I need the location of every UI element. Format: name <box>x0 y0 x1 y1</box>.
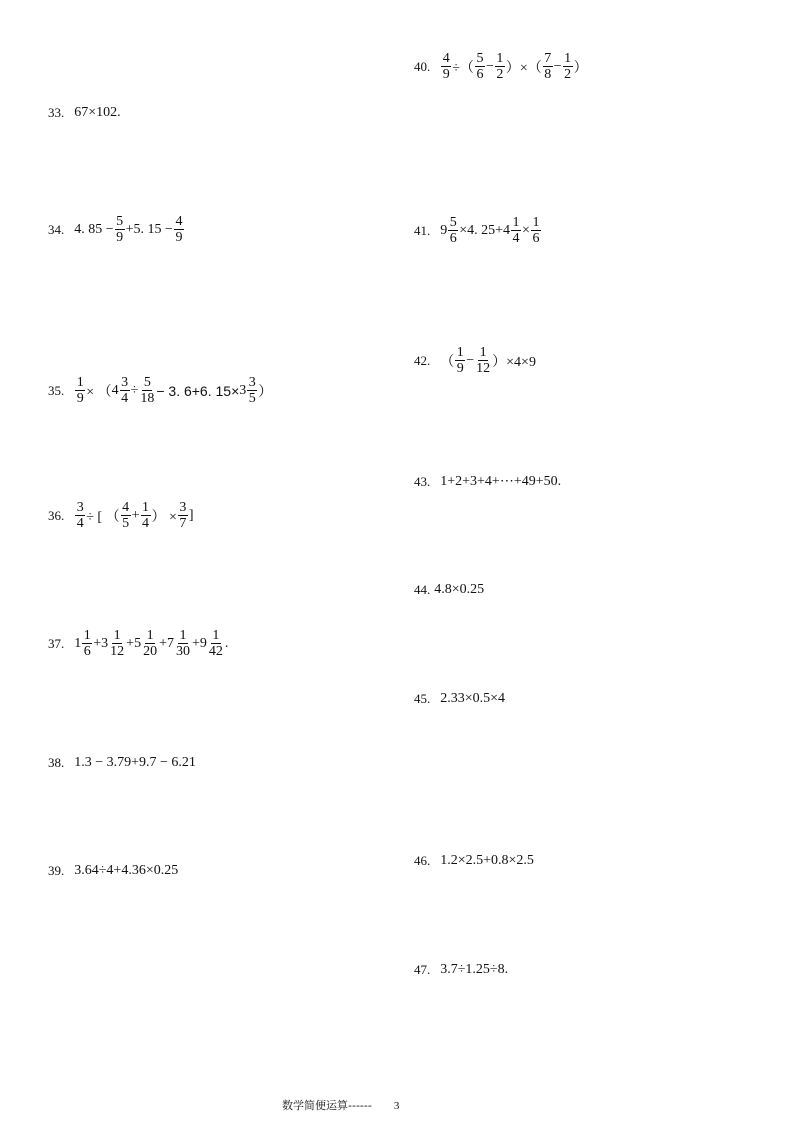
fraction: $\frac{3}{4}$ <box>76 500 84 531</box>
fraction: $\frac{5}{6}$ <box>476 51 484 82</box>
mixed-number: 9 $\frac{5}{6}$ <box>440 215 457 246</box>
problem-number: 39. <box>48 863 65 878</box>
expression: 3.64÷4+4.36×0.25 <box>74 863 179 878</box>
expression: $\frac{1}{9}$ × （ 4 $\frac{3}{4}$ ÷ $\frac{5}{18}$ − 3. 6+6. 15× 3 $\frac{3}{5}$ ） <box>76 375 273 406</box>
expression: 9 $\frac{5}{6}$ ×4. 25+ 4 $\frac{1}{4}$ × $\frac{1}{6}$ <box>440 215 540 246</box>
fraction: $\frac{1}{2}$ <box>564 51 572 82</box>
problem-41 <box>414 215 542 246</box>
problem-number: 34. <box>48 221 65 237</box>
problem-47 <box>414 962 508 978</box>
fraction: $\frac{1}{6}$ <box>532 215 540 246</box>
problem-34 <box>48 214 185 245</box>
fraction: $\frac{4}{9}$ <box>442 51 450 82</box>
mixed-number: 7 $\frac{1}{30}$ <box>166 628 190 659</box>
mixed-number: 1 $\frac{1}{6}$ <box>74 628 91 659</box>
expression: 1+2+3+4+⋯+49+50. <box>440 474 562 489</box>
expression: 4.8×0.25 <box>434 582 485 597</box>
problem-46 <box>414 853 534 869</box>
mixed-number: 5 $\frac{1}{20}$ <box>134 628 158 659</box>
problem-38 <box>48 755 196 771</box>
page-footer <box>282 1097 399 1113</box>
fraction: $\frac{1}{4}$ <box>142 500 150 531</box>
problem-number: 38. <box>48 755 65 770</box>
fraction: $\frac{1}{12}$ <box>476 345 491 376</box>
expression: $\frac{3}{4}$ ÷ [ （ $\frac{4}{5}$ + $\frac{1}{4}$ ） × $\frac{3}{7}$ ] <box>76 500 194 531</box>
page-number: 3 <box>393 1100 400 1112</box>
expression: 2.33×0.5×4 <box>440 691 506 706</box>
fraction: $\frac{5}{9}$ <box>116 214 124 245</box>
fraction: $\frac{4}{5}$ <box>122 500 130 531</box>
fraction: $\frac{1}{9}$ <box>456 345 464 376</box>
fraction: $\frac{3}{7}$ <box>179 500 187 531</box>
expression: $\frac{4}{9}$ ÷（ $\frac{5}{6}$ − $\frac{1}{2}$ ）×（ $\frac{7}{8}$ − $\frac{1}{2}$ ） <box>442 51 588 82</box>
fraction: $\frac{5}{18}$ <box>140 375 155 406</box>
problem-number: 46. <box>414 853 431 868</box>
mixed-number: 3 $\frac{1}{12}$ <box>101 628 125 659</box>
mixed-number: 4 $\frac{3}{4}$ <box>111 375 129 406</box>
problem-number: 41. <box>414 222 431 238</box>
problem-number: 35. <box>48 382 65 398</box>
expression: 67×102. <box>74 105 121 120</box>
problem-37 <box>48 628 228 659</box>
expression: 1.2×2.5+0.8×2.5 <box>440 853 534 868</box>
problem-number: 42. <box>414 352 431 368</box>
problem-number: 45. <box>414 691 431 706</box>
fraction: $\frac{7}{8}$ <box>544 51 552 82</box>
problem-number: 44. <box>414 582 431 597</box>
problem-33 <box>48 105 121 121</box>
fraction: $\frac{1}{9}$ <box>76 375 84 406</box>
problem-39 <box>48 863 178 879</box>
problem-number: 37. <box>48 635 65 651</box>
mixed-number: 4 $\frac{1}{4}$ <box>503 215 520 246</box>
fraction: $\frac{4}{9}$ <box>175 214 183 245</box>
expression: 3.7÷1.25÷8. <box>440 962 509 977</box>
fraction: $\frac{1}{2}$ <box>496 51 504 82</box>
problem-40 <box>414 51 588 82</box>
expression: （ $\frac{1}{9}$ − $\frac{1}{12}$ ）×4×9 <box>440 345 536 376</box>
footer-title: 数学简便运算------ <box>282 1099 372 1112</box>
problem-45 <box>414 691 505 707</box>
expression: 1 $\frac{1}{6}$ + 3 $\frac{1}{12}$ + 5 $\frac{1}{20}$ + 7 $\frac{1}{30}$ + 9 $\frac{1}{42}$ . <box>74 628 229 659</box>
expression: 1.3 − 3.79+9.7 − 6.21 <box>74 755 196 770</box>
problem-number: 36. <box>48 507 65 523</box>
mixed-number: 9 $\frac{1}{42}$ <box>199 628 223 659</box>
problem-number: 43. <box>414 473 431 489</box>
mixed-number: 3 $\frac{3}{5}$ <box>239 375 256 406</box>
problem-number: 47. <box>414 962 431 977</box>
problem-44 <box>414 582 484 598</box>
problem-35 <box>48 375 272 406</box>
problem-43 <box>414 473 561 490</box>
problem-number: 40. <box>414 58 431 74</box>
expression: 4. 85 − $\frac{5}{9}$ +5. 15 − $\frac{4}{9}$ <box>74 214 183 245</box>
problem-36 <box>48 500 194 531</box>
problem-number: 33. <box>48 105 65 120</box>
problem-42 <box>414 345 536 376</box>
